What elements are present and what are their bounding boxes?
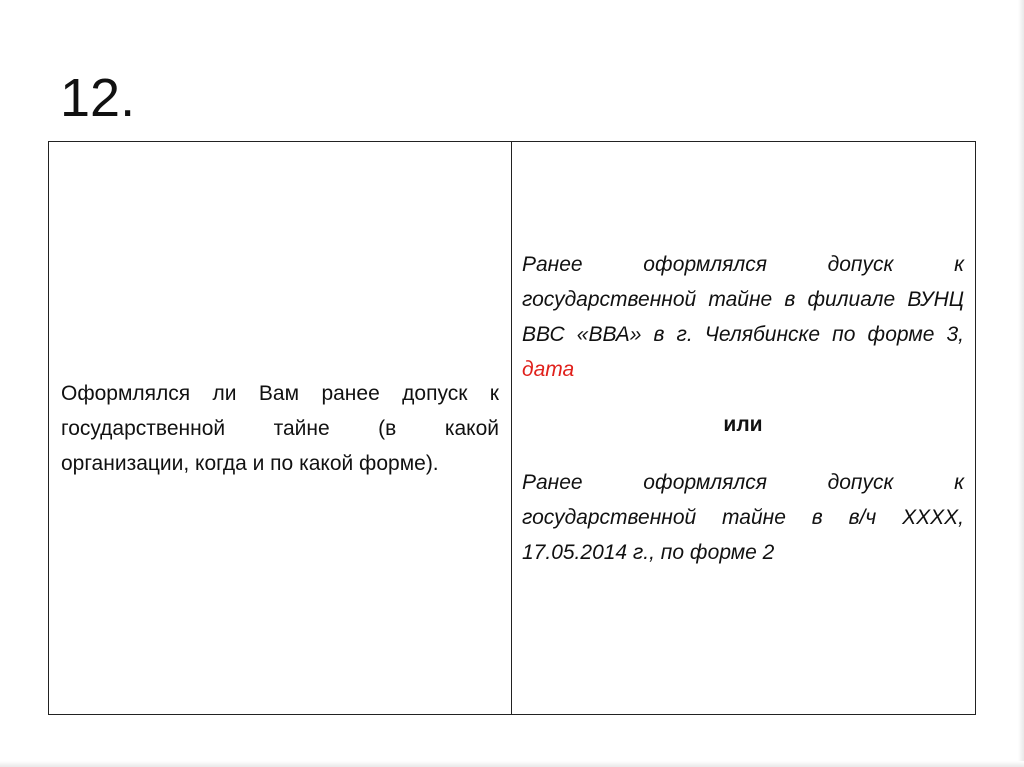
question-text: Оформлялся ли Вам ранее допуск к государственной тайне (в какой организации, когда и по какой форме). <box>61 381 499 475</box>
question-answer-table <box>48 141 976 715</box>
answer-option-2: Ранее оформлялся допуск к государственной тайне в в/ч ХХХХ, 17.05.2014 г., по форме 2 <box>522 470 964 564</box>
answer-option-1-text: Ранее оформлялся допуск к государственной тайне в филиале ВУНЦ ВВС «ВВА» в г. Челябинске по форме 3, <box>522 252 964 346</box>
or-separator: или <box>723 412 763 436</box>
question-cell <box>49 142 512 715</box>
date-placeholder: дата <box>522 357 575 381</box>
answer-content <box>512 247 975 570</box>
answer-cell <box>512 142 976 715</box>
slide-title: 12. <box>60 68 136 128</box>
slide-edge-bottom <box>0 761 1024 767</box>
table-row <box>49 142 976 715</box>
slide-edge-right <box>1018 0 1024 767</box>
answer-option-1 <box>522 247 964 387</box>
